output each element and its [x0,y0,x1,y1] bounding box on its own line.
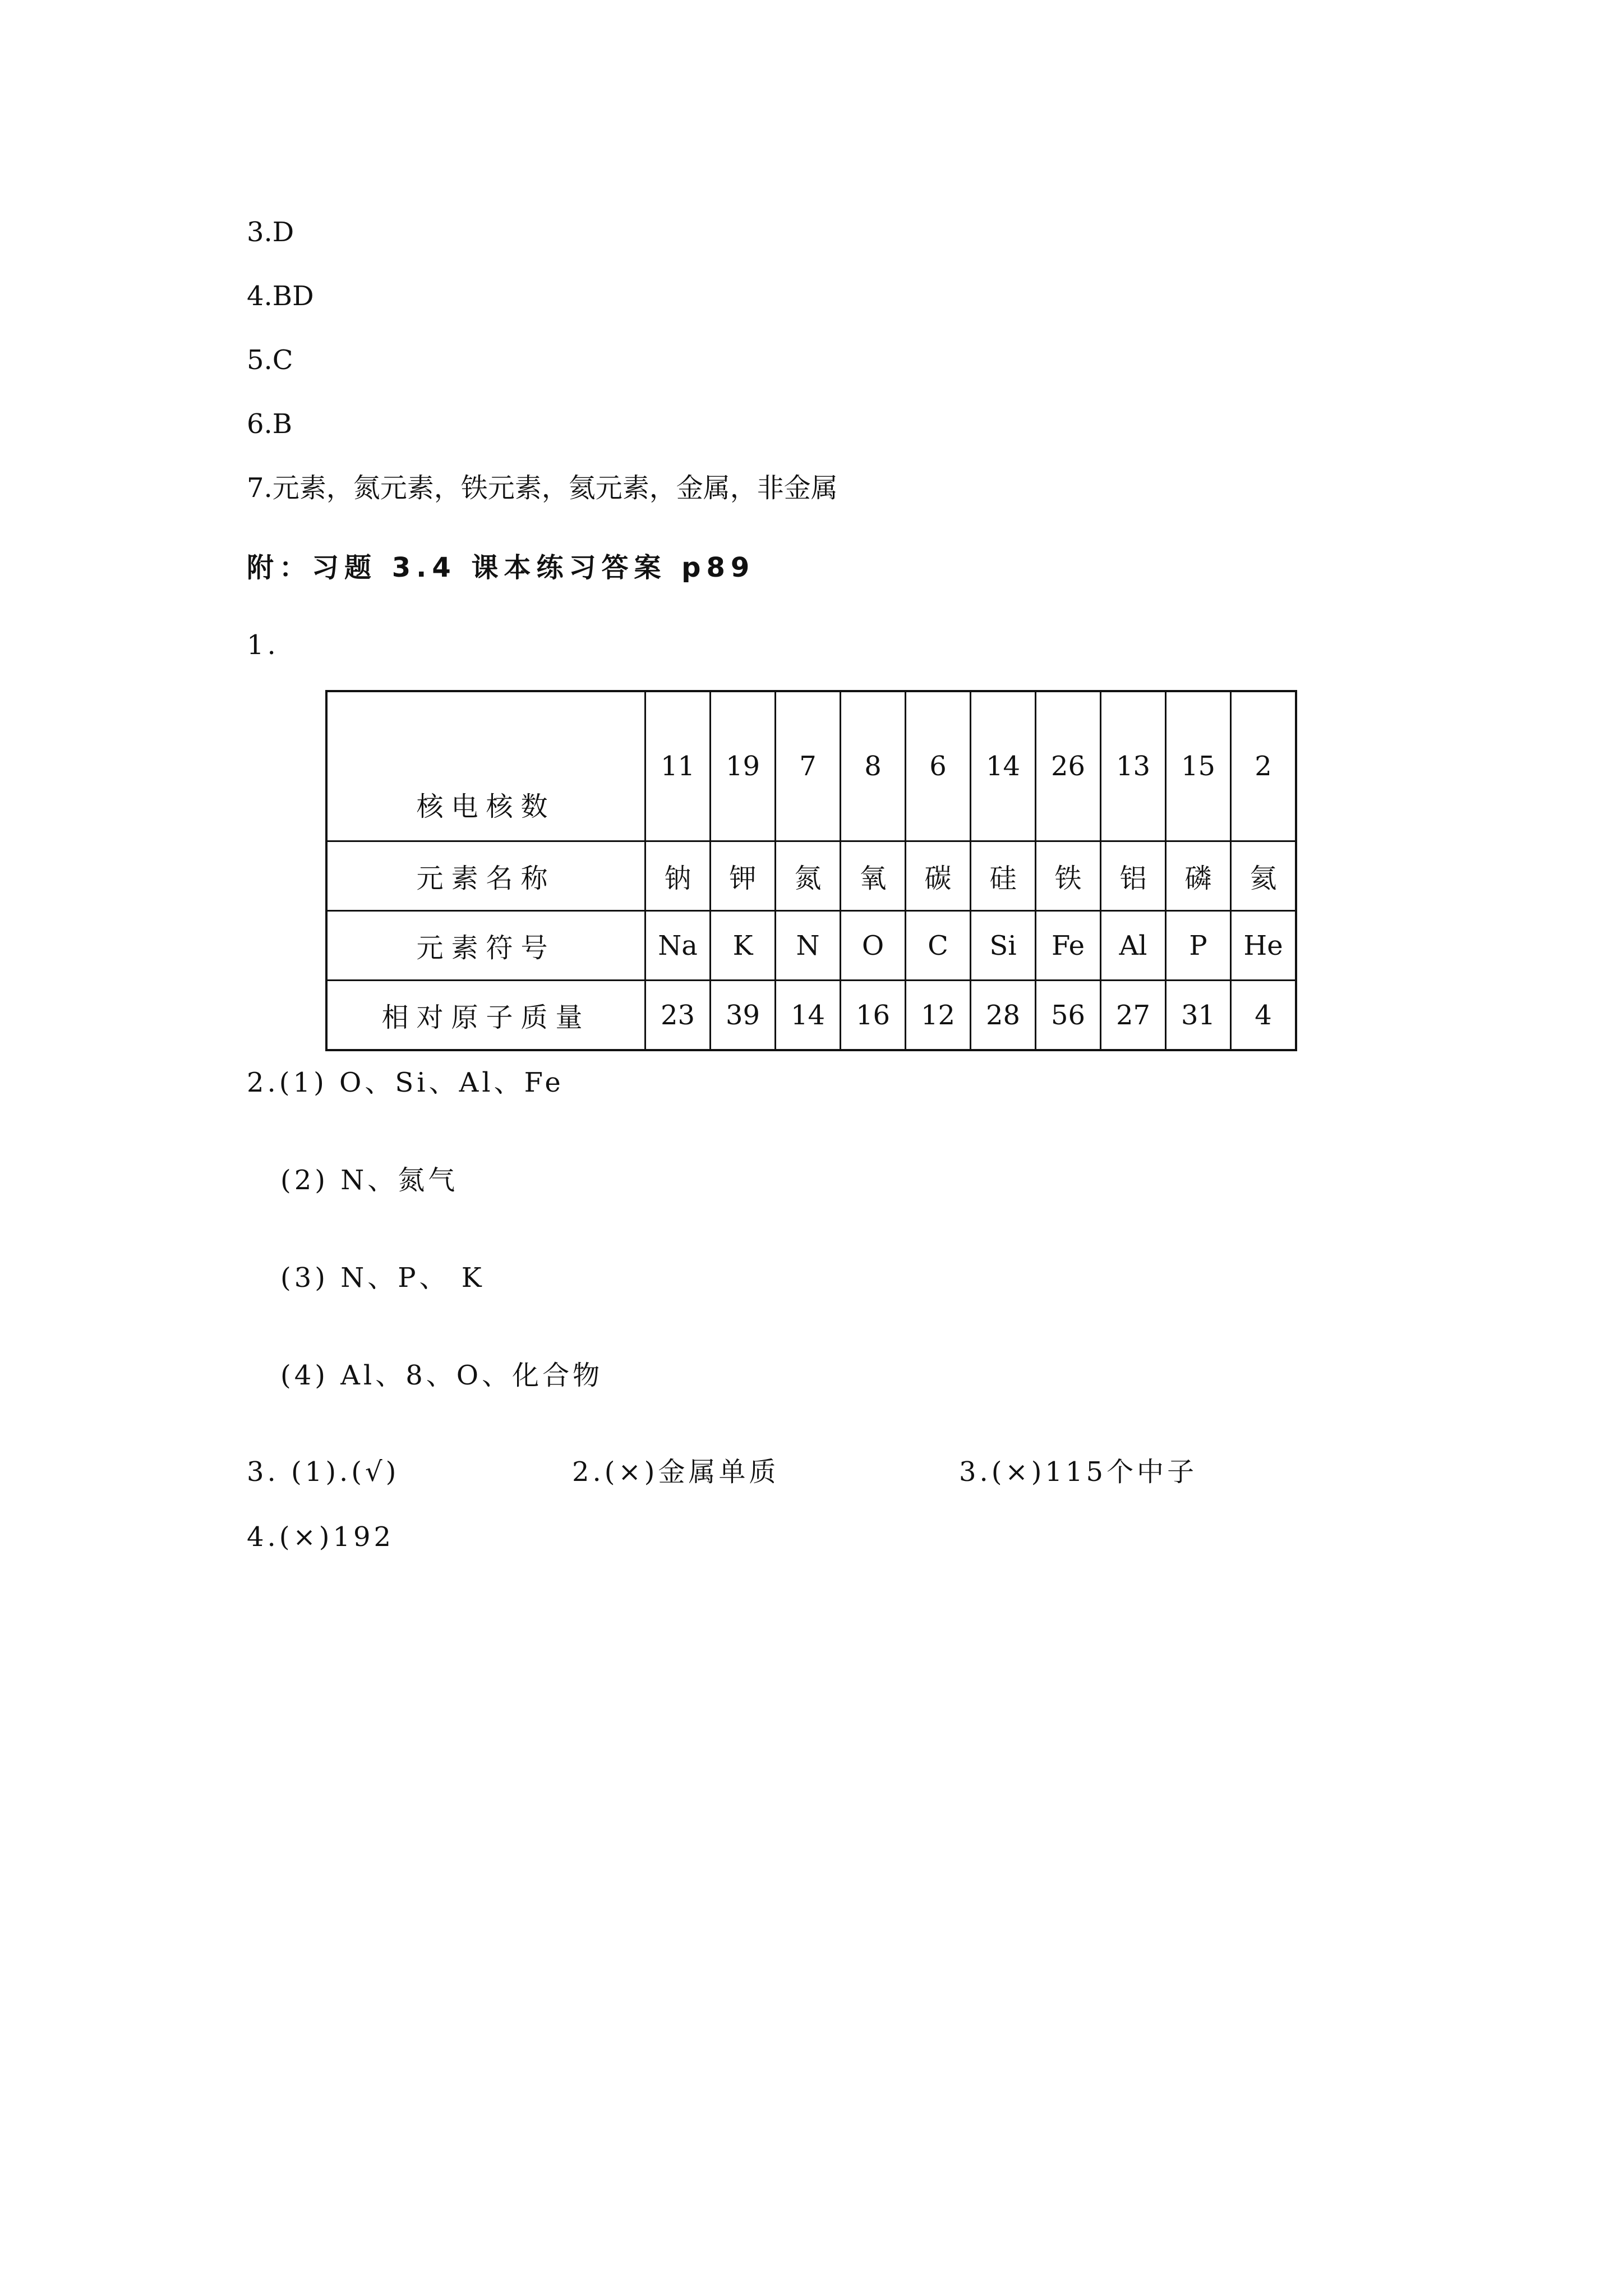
table-cell: C [906,911,971,981]
table-cell: 钠 [645,841,711,911]
table-cell: 氧 [841,841,906,911]
table-cell: 铝 [1101,841,1166,911]
answer-3: 3.D [247,217,294,248]
table-cell: 碳 [906,841,971,911]
table-cell: 14 [776,981,841,1051]
table-cell: 56 [1036,981,1101,1051]
table-cell: 26 [1036,691,1101,841]
table-cell: 氦 [1231,841,1297,911]
answer-5: 5.C [247,344,293,376]
table-cell: 7 [776,691,841,841]
question-2-line-2: (2) N、氮气 [280,1165,459,1196]
table-row-element-name [326,841,1296,911]
table-cell: Fe [1036,911,1101,981]
question-2-line-1: 2.(1) O、Si、Al、Fe [247,1067,564,1098]
answer-4: 4.BD [247,280,314,312]
table-cell: O [841,911,906,981]
table-cell: 氮 [776,841,841,911]
question-3-part-3: 3.(×)115个中子 [959,1456,1198,1488]
table-cell: 6 [906,691,971,841]
table-cell: 11 [645,691,711,841]
table-cell: K [711,911,776,981]
section-heading: 附：习题 3.4 课本练习答案 p89 [247,552,755,583]
table-cell: Al [1101,911,1166,981]
table-cell: 12 [906,981,971,1051]
row-label: 核电核数 [326,691,645,841]
table-cell: 13 [1101,691,1166,841]
table-cell: He [1231,911,1297,981]
question-3-part-4: 4.(×)192 [247,1521,395,1553]
answer-6: 6.B [247,408,293,440]
table-cell: 4 [1231,981,1297,1051]
question-3-part-1: 3. (1).(√) [247,1456,400,1488]
row-label: 元素符号 [326,911,645,981]
table-cell: 39 [711,981,776,1051]
row-label: 元素名称 [326,841,645,911]
table-row-element-symbol [326,911,1296,981]
table-row-atomic-mass [326,981,1296,1051]
table-cell: 8 [841,691,906,841]
row-label: 相对原子质量 [326,981,645,1051]
table-cell: 14 [971,691,1036,841]
table-cell: 2 [1231,691,1297,841]
answer-7: 7.元素，氮元素，铁元素，氦元素，金属，非金属 [247,472,838,504]
question-2-line-4: (4) Al、8、O、化合物 [280,1360,603,1391]
table-cell: 28 [971,981,1036,1051]
table-cell: 铁 [1036,841,1101,911]
question-1-label: 1. [247,629,279,661]
table-row-nuclear-charge [326,691,1296,841]
table-cell: 15 [1166,691,1231,841]
table-cell: 31 [1166,981,1231,1051]
table-cell: 磷 [1166,841,1231,911]
table-cell: Na [645,911,711,981]
table-cell: Si [971,911,1036,981]
table-cell: 19 [711,691,776,841]
table-cell: 钾 [711,841,776,911]
question-3-part-2: 2.(×)金属单质 [572,1456,780,1488]
question-2-line-3: (3) N、P、 K [280,1262,485,1294]
table-cell: P [1166,911,1231,981]
table-cell: 23 [645,981,711,1051]
table-cell: 16 [841,981,906,1051]
table-cell: 硅 [971,841,1036,911]
table-cell: N [776,911,841,981]
table-cell: 27 [1101,981,1166,1051]
element-table [325,690,1297,1051]
